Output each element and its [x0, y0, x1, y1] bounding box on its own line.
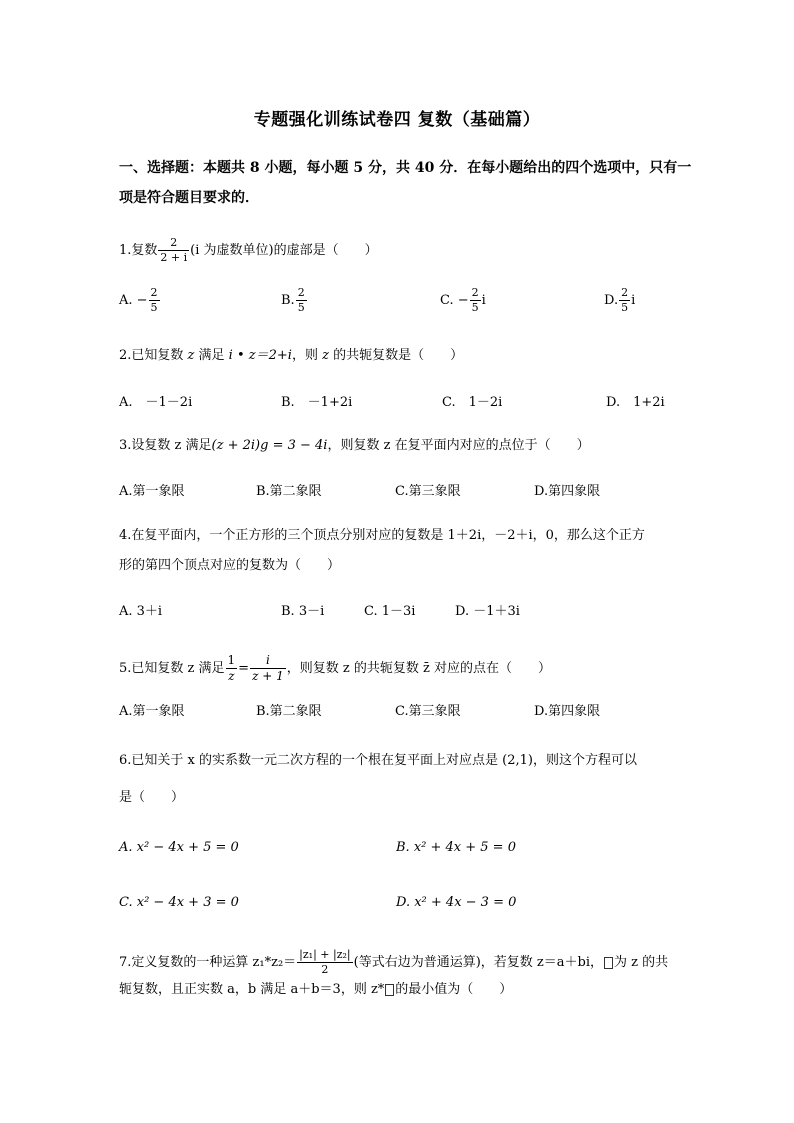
q1-frac-num: 2	[170, 236, 178, 249]
q2-option-b[interactable]: B. －1+2i	[281, 395, 353, 410]
conjugate-placeholder-icon-2	[385, 984, 394, 996]
q5-option-a[interactable]: A.第一象限	[119, 704, 185, 719]
q1-option-b[interactable]	[281, 286, 308, 315]
q1-frac-den: 2 + i	[160, 251, 188, 264]
question-4-line2: 形的第四个顶点对应的复数为（ ）	[119, 558, 341, 573]
q1-option-c-tail: i	[481, 293, 486, 308]
q1-option-c-label: C. −	[440, 293, 469, 308]
q5-equals: =	[238, 661, 250, 676]
q2-equation: i • z＝2+i	[228, 348, 292, 363]
q1-option-a[interactable]	[119, 286, 161, 315]
q7-frac-den: 2	[297, 962, 352, 977]
q5-frac2-num: i	[265, 653, 270, 667]
q7-line2-a: 轭复数，且正实数 a，b 满足 a＋b＝3，则 z*	[119, 982, 385, 997]
q1-option-d-num: 2	[621, 286, 629, 299]
question-6-line1: 6.已知关于 x 的实系数一元二次方程的一个根在复平面上对应点是 (2,1)，则这个方程可以	[119, 753, 637, 768]
q3-equation: (z + 2i)g = 3 − 4i	[211, 438, 328, 453]
page-title: 专题强化训练试卷四 复数（基础篇）	[253, 110, 541, 130]
q1-option-c-num: 2	[471, 286, 479, 299]
q5-option-d[interactable]: D.第四象限	[534, 704, 601, 719]
section-heading-line2: 项是符合题目要求的．	[119, 190, 259, 206]
q5-text-a: 5.已知复数 z 满足	[119, 661, 225, 676]
conjugate-placeholder-icon	[604, 957, 613, 969]
q7-frac-num: |z₁| + |z₂|	[299, 948, 351, 961]
question-1	[119, 236, 378, 265]
q5-frac2-den: z + 1	[252, 669, 284, 683]
q4-option-b[interactable]: B. 3－i	[281, 604, 325, 619]
q3-option-b[interactable]: B.第二象限	[256, 484, 322, 499]
q2-var-z: z	[187, 348, 195, 363]
q1-option-a-den: 5	[150, 301, 158, 314]
q3-option-a[interactable]: A.第一象限	[119, 484, 185, 499]
q4-option-a[interactable]: A. 3＋i	[119, 604, 163, 619]
q2-option-c[interactable]: C. 1－2i	[442, 395, 503, 410]
q2-option-a[interactable]: A. －1－2i	[119, 395, 193, 410]
q1-option-b-num: 2	[297, 286, 305, 299]
question-7-line2	[119, 982, 512, 998]
q1-option-a-num: 2	[150, 286, 158, 299]
q1-option-d-label: D.	[604, 293, 619, 308]
q2-text-b: 满足	[194, 348, 229, 363]
q3-text-a: 3.设复数 z 满足	[119, 438, 212, 453]
q7-text-c: 为 z 的共	[613, 955, 669, 970]
q4-option-d[interactable]: D. －1＋3i	[455, 604, 520, 619]
q2-var-z-2: z	[322, 348, 329, 363]
q1-option-d-den: 5	[621, 301, 629, 314]
q1-option-a-label: A. −	[119, 293, 148, 308]
q2-option-d[interactable]: D. 1+2i	[606, 395, 665, 410]
q6-option-a[interactable]: A. x² − 4x + 5 = 0	[119, 840, 239, 855]
q4-option-c[interactable]: C. 1－3i	[364, 604, 416, 619]
q5-text-b: ，则复数 z 的共轭复数 z̄ 对应的点在（ ）	[286, 661, 551, 676]
q1-option-b-den: 5	[297, 301, 305, 314]
q7-line2-b: 的最小值为（ ）	[395, 982, 513, 997]
q6-option-c[interactable]: C. x² − 4x + 3 = 0	[119, 895, 239, 910]
question-7-line1	[119, 948, 668, 977]
q6-option-b[interactable]: B. x² + 4x + 5 = 0	[396, 840, 516, 855]
q5-option-c[interactable]: C.第三象限	[395, 704, 461, 719]
q1-option-d[interactable]	[604, 286, 635, 315]
q5-option-b[interactable]: B.第二象限	[256, 704, 322, 719]
question-6-line2: 是（ ）	[119, 790, 185, 805]
q1-option-c[interactable]	[440, 286, 486, 315]
q2-text-a: 2.已知复数	[119, 348, 188, 363]
q1-option-b-label: B.	[281, 293, 295, 308]
q7-text-a: 7.定义复数的一种运算 z₁*z₂＝	[119, 955, 297, 970]
q3-option-c[interactable]: C.第三象限	[395, 484, 461, 499]
q7-text-b: (等式右边为普通运算)，若复数 z＝a＋bi，	[353, 955, 603, 970]
q3-option-d[interactable]: D.第四象限	[534, 484, 601, 499]
question-2	[119, 348, 463, 364]
q2-text-d: 的共轭复数是（ ）	[328, 348, 464, 363]
q1-fraction	[158, 236, 189, 265]
q3-text-b: ，则复数 z 在复平面内对应的点位于（ ）	[327, 438, 590, 453]
q5-frac1-den: z	[226, 668, 238, 684]
q2-text-c: ，则	[291, 348, 323, 363]
q1-prefix: 1.复数	[119, 243, 158, 258]
section-heading-line1: 一、选择题：本题共 8 小题，每小题 5 分，共 40 分．在每小题给出的四个选项中，只有一	[119, 160, 692, 176]
question-5	[119, 653, 551, 684]
q6-option-d[interactable]: D. x² + 4x − 3 = 0	[396, 895, 517, 910]
q1-suffix: (i 为虚数单位)的虚部是（ ）	[190, 243, 378, 258]
q1-option-d-tail: i	[631, 293, 636, 308]
question-3	[119, 438, 590, 454]
q5-frac1-num: 1	[227, 653, 236, 667]
q1-option-c-den: 5	[471, 301, 479, 314]
question-4-line1: 4.在复平面内，一个正方形的三个顶点分别对应的复数是 1＋2i，－2＋i，0，那么这个正方	[119, 528, 645, 543]
